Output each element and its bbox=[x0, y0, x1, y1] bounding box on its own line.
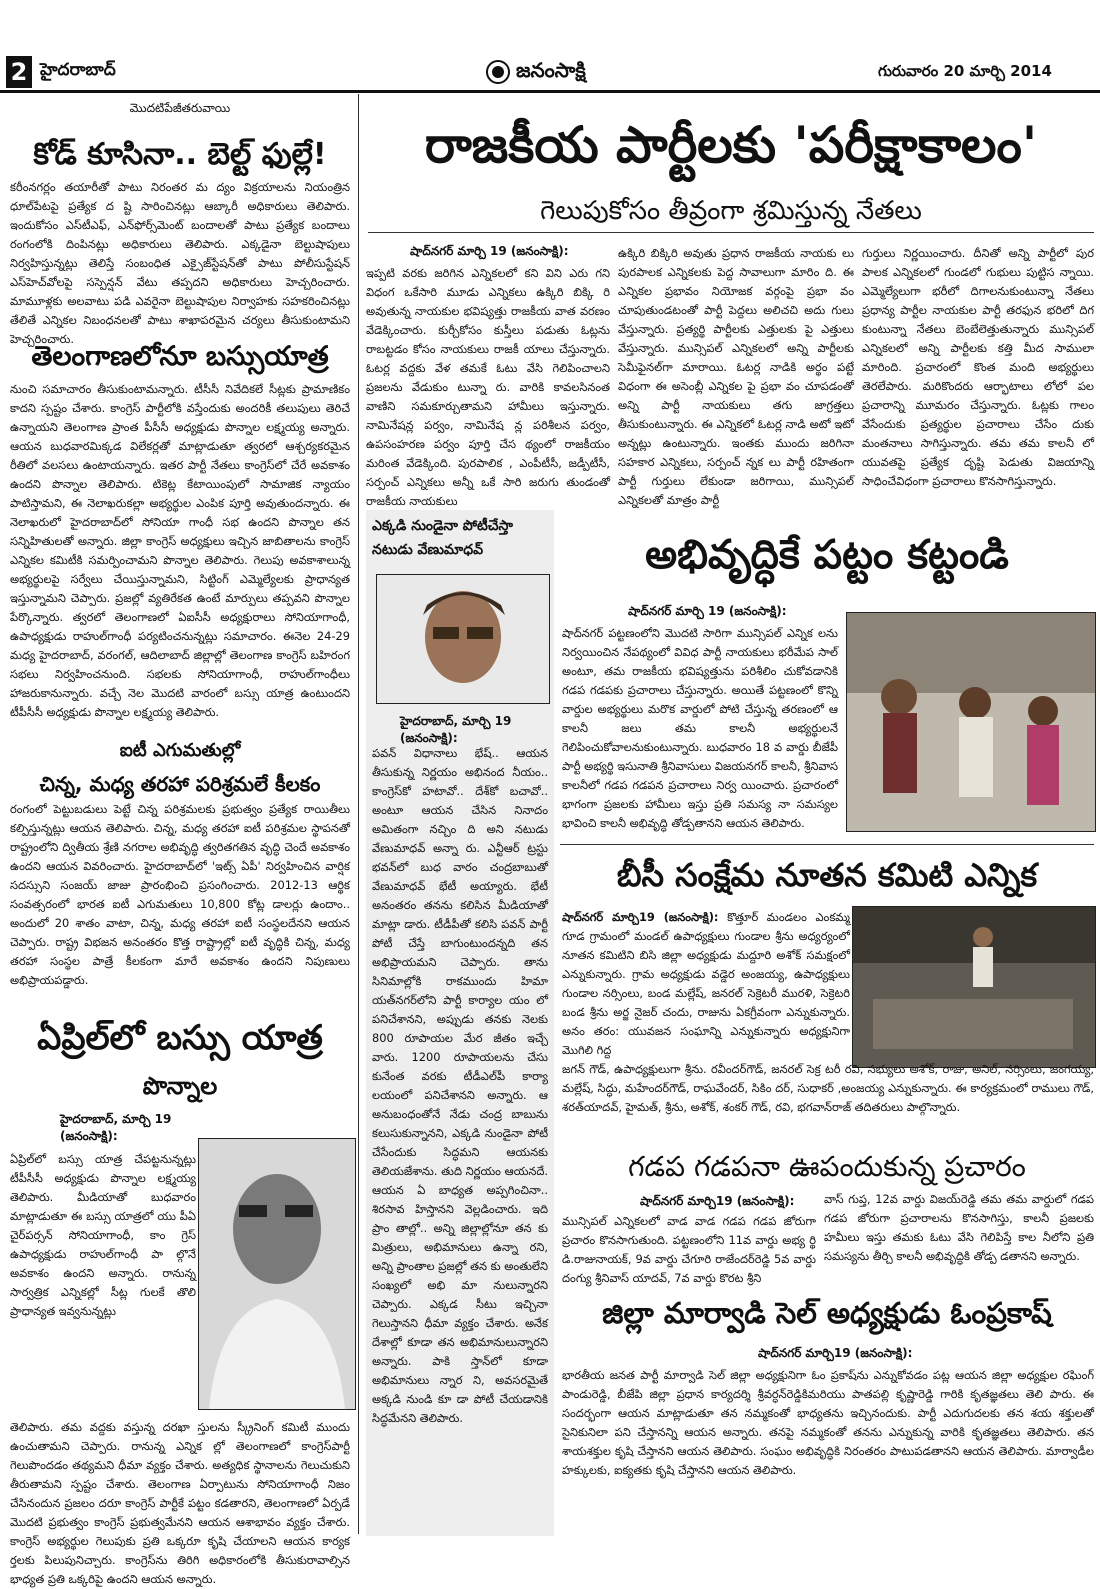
bc-meeting-photo bbox=[852, 906, 1096, 1068]
marwadi-body: భారతీయ జనత పార్టీ మార్వాడి సెల్ జిల్లా అధ్యక్షునిగా ఓం ప్రకాష్‌ను ఎన్నుకోవడం పట్ల ఆయన జిల్లా అధ్యక్షుల రఘింగ్ పాండురెడ్డి, బీజేపి జిల్లా ప్రధాన కార్యదర్శి శ్రీవర్ధన్‌రెడ్డికిమరియు పాతపల్లి కృష్ణారెడ్డి గారికి కృతజ్ఞతలు తెలి పారు. ఈ సందర్భంగా ఆయన మాట్లాడుతూ తన నమ్మకంతో భాధ్యతను ఇచ్చినందుకు. పార్టీ ఎదుగుదలకు తన శయ శక్తులతో సైనికునిలా పని చేస్తానన్ని ఆయన అన్నారు. తనపై నమ్మకంతో తనను ఎన్నుకున్న వారికి కృతజ్ఞతలు తెలిపారు. తన శాయశక్తుల కృషి చేస్తానని ఆయన తెలిపారు. సంఘం అభివృద్ధికి నిరంతరం పాటుపడతానని ఆయన తెలిపారు. మార్వాడీల హక్కులకు, ఐక్యతకు కృషి చేస్తానని ఆయన తెలిపారు. bbox=[562, 1368, 1094, 1477]
bc-committee-lead bbox=[562, 908, 850, 1060]
bc-committee-lead-text: కొత్తూర్ మండలం ఎంకమ్మ గూడ గ్రామంలో మండల్ ఉపాధ్యక్షులు గుండాల శ్రీను అధ్యర్యంలో నూతన కమిటిని బిసి జిల్లా అధ్యక్షుడు మద్దూరి అశోక్ సమక్షంలో ఎన్నుకున్నారు. గ్రామ అధ్యక్షుడు వడ్డెర అంజయ్య, ఉపాధ్యక్షులు గుండాల నర్సింలు, బండ మల్లేష్, జనరల్ సెక్రెటరీ మురళి, సెక్రెటరి బండ శ్రీను అర్జ నైజర్ చందు, రాజును ఏకగ్రీవంగా ఎన్నుకున్నారు. అనం తరం: యువజన సంఘాన్ని ఎన్నుకున్నారు అధ్యక్షునిగా మొగిలి గిద్ద bbox=[562, 910, 850, 1057]
venu-dateline: హైదరాబాద్, మార్చి 19 (జనంసాక్షి): bbox=[400, 714, 512, 745]
newspaper-logo bbox=[486, 54, 606, 86]
headline-bus-yatra-telangana: తెలంగాణలోనూ బస్సుయాత్ర bbox=[31, 341, 329, 372]
lead-subheadline: గెలుపుకోసం తీవ్రంగా శ్రమిస్తున్న నేతలు bbox=[540, 196, 922, 226]
bc-committee-dateline: షాద్‌నగర్ మార్చి19 (జనంసాక్షి): bbox=[562, 910, 719, 924]
bc-meeting-photo-art bbox=[853, 907, 1095, 1067]
lead-body-col1: ఇప్పటి వరకు జరిగిన ఎన్నికలలో కని విని ఎరు గని విధంగ ఒకేసారి మూడు ఎన్నికలు ఉక్కిరి బిక్కి రి అవుతున్న నాయకుల భవిష్యత్తు రాజకీయ వాత వరణం వేడెక్కించారు. కుర్చీకోసం కుస్తీలు పడుతు ఓట్లను రాబట్టడం కోసం నాయకులు రాజకీ యాలు చేస్తున్నారు. ఓటర్ల వద్దకు వేళ తమకే ఓటు వేసి గెలిపించాలని ప్రజలను వేడుకుం టున్నా రు. వారికి కావలసినంత వాణిని సమకూర్చుతామని హామీలు ఇస్తున్నారు. నామినేషన్ల పర్వం, నామినేష న్ల పరిశీలన పర్వం, ఉపసంహరణ పర్వం పూర్తి చేస థ్యంలో రాజకీయం మరింత వేడెక్కింది. పురపాలిక , ఎంపీటీసీ, జడ్పీటీసీ, సర్పంచ్ ఎన్నికలు అన్నీ ఒకే సారి జరుగు తుండంతో రాజకీయ నాయకులు bbox=[366, 266, 610, 508]
section-rule bbox=[560, 844, 1094, 845]
issue-date: గురువారం 20 మార్చి 2014 bbox=[878, 62, 1052, 80]
bc-committee-rest: జగన్ గౌడ్, ఉపాధ్యక్షులుగా శ్రీను. రవీందర్‌గౌడ్, జనరల్ సెక్ర టరీ రవి, సభ్యులు అశోక్, రాజు, అనిల్, నర్సింలు, జంగయ్య, మల్లేష్, సిద్ధు, మహేందర్‌గౌడ్, రాఘవేందర్, సికిం దర్, సుధాకర్ ,అంజయ్య ఎన్నుకున్నారు. ఈ కార్యక్రమంలో రాములు గౌడ్, శరత్‌యాదవ్, హైమత్, శ్రీను, అశోక్, శంకర్ గౌడ్, రవి, భగవాన్‌రాజ్ తదితరులు పాల్గొన్నారు. bbox=[562, 1062, 1094, 1114]
edition-city: హైదరాబాద్ bbox=[40, 60, 116, 80]
ponnala-photo bbox=[198, 1138, 356, 1410]
kicker-it-exports: ఐటీ ఎగుమతుల్లో bbox=[119, 740, 241, 761]
article-april-bus-yatra-body-a: ఏప్రిల్‌లో బస్సు యాత్ర చేపట్టనున్నట్లు టీపీసీసీ అధ్యక్షుడు పొన్నాల లక్ష్మయ్య తెలిపారు. మీడియాతో బుధవారం మాట్లాడుతూ ఈ బస్సు యాత్రలో యు పీఏ చైర్‌పర్సన్ సోనియాగాంధీ, కాం గ్రెస్ ఉపాధ్యక్షుడు రాహుల్‌గాంధీ పా ల్గొనే అవకాశం ఉందని అన్నారు. రానున్న సార్వత్రిక ఎన్నికల్లో సీట్ల గులకే తొలి ప్రాధాన్యత ఇవ్వనున్నట్లు bbox=[10, 1152, 196, 1318]
headline-belt-shops: కోడ్ కూసినా.. బెల్ట్ ఫుల్లే! bbox=[33, 137, 327, 172]
masthead bbox=[0, 0, 1100, 92]
lead-body-col2: ఉక్కిరి బిక్కిరి అవుతు ప్రధాన రాజకీయ నాయకు లు పురపాలక ఎన్నికలకు పెద్ద సావాలుగా మారిం ది. ఈ ఎన్నికల ప్రభావం నియోజక వర్గంపై ప్రభా వం చూపుతుండటంతో పార్టీ పెద్దలు అలిచచి అదు గులు వేస్తున్నారు. ప్రత్యర్థి పార్టీలకు ఎత్తులకు పై ఎత్తులు వేస్తున్నారు. మున్సిపల్ ఎన్నికలలో అన్ని పార్టీలకు సెమీఫైనల్‌గా మారాయి. ఓటర్ల నాడికి అర్థం పట్టే విధంగా ఈ అసెంబ్లీ ఎన్నికల పై ప్రభా వం చూపడంతో అన్ని పార్టీ నాయకులు తగు జాగ్రత్తలు తీసుకుంటున్నారు. ఈ ఎన్నికలో ఓటర్ల నాడి అటో ఇటో అన్నట్లు ఉంటున్నారు. ఇంతకు ముందు జరిగినా సహకార ఎన్నికలు, సర్పంచ్ న్నక లు పార్టీ రహితంగా పార్టీ గుర్తులు లేకుండా జరిగాయి, మున్సిపల్ ఎన్నికలతో మాత్రం పార్టీ bbox=[618, 246, 854, 507]
development-dateline: షాద్‌నగర్ మార్చి 19 (జనంసాక్షి): bbox=[628, 604, 787, 618]
lead-body-col3: గుర్తులు నిర్ణయించారు. దీనితో అన్ని పార్టీలో పుర పాలక ఎన్నికలలో గుండలో గుభులు పుట్టిస న్నాయి. ఎమ్మెల్యేలుగా భరీలో దిగాలనుకుంటున్నా నేతలు ప్రధాన్య పార్టీల నాయకుల పార్టీ తరఫున భరిలో దిగ కుంటున్నా నేతలు బెంబేలెత్తుతున్నారు మున్సిపల్ ఎన్నికలలో అన్ని పార్టీలకు కత్తి మీద సాములా మారింది. ప్రచారంలో కొంత మంది అభ్యర్థులు తెరలేపారు. మరికొందరు ఆర్భాటాలు లోలో పల ప్రచారాన్ని మూమరం చేస్తున్నారు. ఓట్లకు గాలం వేసేందుకు ప్రత్యర్థుల ప్రచారాలు చేసేం దుకు మంతనాలు సాగిస్తున్నారు. తమ తమ కాలనీ లో యువతపై ప్రత్యేక దృష్టి పెడుతు విజయాన్ని సాధించేవిధంగా ప్రచారాలు కొనసాగిస్తున్నారు. bbox=[862, 246, 1094, 488]
venu-madhav-photo-art bbox=[377, 575, 549, 703]
logo-text: జనంసాక్షి bbox=[516, 58, 586, 82]
headline-bc-committee: బీసీ సంక్షేమ నూతన కమిటి ఎన్నిక bbox=[616, 856, 1038, 894]
headline-april-bus-yatra: ఏప్రిల్‌లో బస్సు యాత్ర bbox=[37, 1018, 323, 1058]
article-bus-yatra-body: నుంచి సమాచారం తీసుకుంటామన్నారు. టీసీసీ నివేదికలే సీట్లకు ప్రామాణికం కాదని స్పష్టం చేశారు. కాంగ్రెస్ పార్టీలోకి వస్తేందుకు అందరికీ తలుపులు తెరిచే ఉన్నాయని తెలంగాణ ప్రాంత పీసీసీ అధ్యక్షుడు పొన్నాల లక్ష్మయ్య అన్నారు. ఆయన బుధవారమిక్కడ విలేకర్లతో మాట్లాడుతూ త్వరలో ఆశ్చర్యకరమైన రీతిలో వలసలు ఉంటాయన్నారు. ఇతర పార్టీ నేతలు కాంగ్రెస్‌లో చేరే అవకాశం ఉందని పొన్నాల తెలిపారు. టికెట్ల కేటాయింపులో సామాజిక న్యాయం పాటిస్తామని, ఈ నెలాఖరుకల్లా అభ్యర్థుల ఎంపిక పూర్తి అవుతుందన్నారు. ఈ నెలాఖరులో హైదరాబాద్‌లో సోనియా గాంధీ సభ ఉందని పొన్నాల తన సన్నిహితులతో అన్నారు. జిల్లా కాంగ్రెస్ అధ్యక్షులు ఇచ్చిన జాబితాలను కాంగ్రెస్ ఎన్నికల కమిటీకి సమర్పించామని పొన్నాల తెలిపారు. గెలుపు అవకాశాలున్న అభ్యర్థులపై సర్వేలు చేయిస్తున్నామని, సిట్టింగ్ ఎమ్మెల్యేలకు ప్రాధాన్యత ఇస్తున్నామని చెప్పారు. ప్రజల్లో వ్యతిరేకత ఉంటే మార్పులు తప్పవని పొన్నాల పేర్కొన్నారు. త్వరలో తెలంగాణలో ఏఐసీసీ అధ్యక్షురాలు సోనియాగాంధీ, ఉపాధ్యక్షుడు రాహుల్‌గాంధీ పర్యటించనున్నట్లు సమాచారం. ఈనెల 24-29 మధ్య హైదరాబాద్, వరంగల్, ఆదిలాబాద్ జిల్లాల్లో తెలంగాణ కాంగ్రెస్ బహిరంగ సభలు నిర్వహించనుంది. సభలకు సోనియాగాంధీ, రాహుల్‌గాంధీలు హాజరుకానున్నారు. వచ్చే నెల మొదటి వారంలో బస్సు యాత్ర ఉంటుందని టీపీసీసీ అధ్యక్షుడు పొన్నాల లక్ష్మయ్య తెలిపారు. bbox=[10, 382, 350, 719]
development-body: షాద్‌నగర్ పట్టణంలోని మొదటి సారిగా మున్సిపల్ ఎన్నిక లను నిర్వయించిన నేపథ్యంలో వివిధ పార్టీ నాయకులు భరీమేప సాల్ అంటూ, తమ రాజకీయ భవిష్యత్తును పరిశీలిం చుకోవడానికి గడప గడపకు ప్రచారాలు చేస్తున్నారు. అయితే పట్టణంలో కొన్ని వార్డుల అభ్యర్థులు మరొక వార్డులో పోటి చేస్తున్న తరణంలో ఆ కాలనీ జలు తమ కాలనీ అభ్యర్థులనే గెలిపించుకోవాలనుకుంటున్నారు. బుధవారం 18 వ వార్డు బీజేపీ పార్టీ అభ్యర్థి ఇసునాతి శ్రీనివాసులు విజయనగర్ కాలనీ, శ్రీనివాస కాలనీలో గడప గడపన ప్రచారాలు నిర్వ యించారు. ప్రచారంలో భాగంగా ప్రజలకు హామీలు ఇస్తు ప్రతి సమస్య నా సమస్యల భావించి కాలనీ అభివృద్ధి తోడ్పతానని ఆయన తెలిపారు. bbox=[562, 626, 838, 830]
ponnala-photo-art bbox=[199, 1139, 355, 1409]
venu-body: పవన్ విధానాలు భేష్.. ఆయన తీసుకున్న నిర్ణయం అభినంద నీయం.. కాంగ్రెస్‌కో హటావో.. దేశ్‌కో బచావో.. అంటూ ఆయన చేసిన నినాదం అమితంగా నచ్చిం ది అని నటుడు వేణుమాధవ్ అన్నా రు. ఎన్టీఆర్ ట్రస్టు భవన్‌లో బుధ వారం చంద్రబాబుతో వేణుమాధవ్ భేటీ అయ్యారు. భేటీ అనంతరం తనను కలిసిన మీడియాతో మాట్లా డారు. టీడీపీతో కలిసి పవన్ పార్టీ పోటీ చేస్తే బాగుంటుందన్నది తన అభిప్రాయమని చెప్పారు. తాను సినిమాల్లోకి రాకముందు హిమా యత్‌నగర్‌లోని పార్టీ కార్యాల యం లో పనిచేశానని, అప్పుడు తనకు నెలకు 800 రూపాయల మేర జీతం ఇచ్చే వారు. 1200 రూపాయలను చేసు కునేంత వరకు టీడీఎల్‌పీ కార్యా లయంలో పనిచేశానని అన్నారు. ఆ అనుబంధంతోనే నేడు చంద్ర బాబును కలుసుకున్నానని, ఎక్కడి నుండైనా పోటీ చేసేందుకు సిద్ధమని ఆయనకు తెలియజేశాను. తుది నిర్ణయం ఆయనదే. ఆయన ఏ బాధ్యత అప్పగించినా.. శిరసావ హిస్తానని వెల్లడించారు. ఇది ప్రాం తాల్లో.. అన్ని జిల్లాల్లోనూ తన కు మిత్రులు, అభిమానులు ఉన్నా రని, అన్ని ప్రాంతాల ప్రజల్లో తన కు అంతులేని సంఖ్యలో అభి మా నులున్నారని చెప్పారు. ఎక్కడ సీటు ఇచ్చినా గెలుస్తానని ధీమా వ్యక్తం చేశారు. అనేక దేశాల్లో కూడా తన అభిమానులున్నారని అన్నారు. పాకి స్తాన్‌లో కూడా అభిమానులు న్నార ని, అవసరమైతే అక్కడి నుండి కూ డా పోటీ చేయడానికి సిద్ధమేనని తెలిపారు. bbox=[372, 746, 548, 1425]
masthead-rule bbox=[0, 90, 1100, 93]
door-to-door-col1: మున్సిపల్ ఎన్నికలలో వాడ వాడ గడప గడప జోరుగా ప్రచారం కొనసాగుతుంది. పట్టణంలోని 11వ వార్డు అభ్య ర్థి డి.రాజునాయక్, 9వ వార్డు చేగూరి రాజేందర్‌రెడ్డి 5వ వార్డు దంగ్యు శ్రీనివాస్ యాదవ్, 7వ వార్డు కొరట శ్రీని bbox=[562, 1214, 816, 1285]
venu-headline: ఎక్కడి నుండైనా పోటీచేస్తా నటుడు వేణుమాధవ్ bbox=[372, 518, 513, 558]
campaign-photo bbox=[846, 612, 1096, 832]
door-to-door-col2: వాస్ గుప్త, 12వ వార్డు విజయ్‌రెడ్డి తమ తమ వార్డులో గడప గడప జోరుగా ప్రచారాలను కొనసాగిస్తు, కాలనీ ప్రజలకు హమీలు ఇస్తు తమకు ఓటు వేసి గెలిపిస్తే కాల నీలోని ప్రతి సమస్యను తీర్చి కాలనీ అభివృద్ధికి తోడ్ప డతానని అన్నారు. bbox=[824, 1192, 1094, 1263]
lead-headline: రాజకీయ పార్టీలకు 'పరీక్షాకాలం' bbox=[424, 116, 1038, 174]
article-april-bus-yatra-body-b: తెలిపారు. తమ వద్దకు వస్తున్న దరఖా స్తులను స్క్రీనింగ్ కమిటీ ముందు ఉంచుతామని చెప్పారు. రానున్న ఎన్నిక ల్లో తెలంగాణలో కాంగ్రెస్‌పార్టీ గెలుపొందడం తథ్యమని ధీమా వ్యక్తం చేశారు. అత్యధిక స్థానాలను గెలుచుకుని తీరుతామని స్పష్టం చేశారు. తెలంగాణ ఏర్పాటును సోనియాగాంధీ నిజం చేసినందున ప్రజలం దరూ కాంగ్రెస్ పార్టీకే పట్టం కడతారని, తెలంగాణలో ఏర్పడే మొదటి ప్రభుత్వం కాంగ్రెస్ ప్రభుత్వమేనని ఆయన ఆశాభావం వ్యక్తం చేశారు. కాంగ్రెస్ అభ్యర్థుల గెలుపుకు ప్రతి ఒక్కరూ కృషి చేయాలని ఆయన కార్యక ర్తలకు పిలుపునిచ్చారు. కాంగ్రెస్‌ను తిరిగి అధికారంలోకి తీసుకురావాల్సిన భాధ్యత ప్రతి ఒక్కరిపై ఉందని ఆయన అన్నారు. bbox=[10, 1420, 350, 1586]
headline-small-industries: చిన్న, మధ్య తరహా పరిశ్రమలే కీలకం bbox=[39, 772, 321, 796]
marwadi-dateline: షాద్‌నగర్ మార్చి19 (జనంసాక్షి): bbox=[758, 1346, 913, 1360]
door-to-door-dateline: షాద్‌నగర్ మార్చి19 (జనంసాక్షి): bbox=[640, 1194, 795, 1208]
headline-development: అభివృద్ధికే పట్టం కట్టండి bbox=[645, 532, 1009, 578]
logo-emblem-icon bbox=[486, 60, 510, 84]
subhead-ponnala: పొన్నాల bbox=[142, 1072, 218, 1100]
headline-door-to-door: గడప గడపనా ఊపందుకున్న ప్రచారం bbox=[628, 1150, 1026, 1183]
continued-kicker: మొదటిపేజీతరువాయి bbox=[129, 101, 231, 115]
column-divider bbox=[358, 94, 359, 1534]
lead-dateline: షాద్‌నగర్ మార్చి 19 (జనంసాక్షి): bbox=[410, 244, 569, 258]
headline-marwadi-cell: జిల్లా మార్వాడి సెల్ అధ్యక్షుడు ఓంప్రకాష్ bbox=[602, 1296, 1052, 1330]
dateline-april-bus-yatra: హైదరాబాద్, మార్చి 19 (జనంసాక్షి): bbox=[60, 1112, 172, 1143]
lead-rule bbox=[368, 232, 1094, 233]
campaign-photo-art bbox=[847, 613, 1095, 831]
article-small-industries-body: రంగంలో పెట్టుబడులు పెట్టే చిన్న పరిశ్రమలకు ప్రభుత్వం ప్రత్యేక రాయితీలు కల్పిస్తున్నట్లు ఆయన తెలిపారు. చిన్న, మధ్య తరహా ఐటీ పరిశ్రమల స్థాపనతో రాష్ట్రంలోని ద్వితీయ శ్రేణి నగరాల అభివృద్ధి త్వరితగతిన వృద్ధి చెందే అవకాశం ఉందని ఆయన వివరించారు. హైదరాబాద్‌లో 'ఇట్స్ ఏపీ' నిర్వహించిన వార్షిక సదస్సుని సంజయ్ జాజు ప్రారంభించి ప్రసంగించారు. 2012-13 ఆర్థిక సంవత్సరంలో భారత ఐటీ ఎగుమతులు 10,800 కోట్ల డాలర్లు ఉందాం.. అందులో 20 శాతం వాటా, చిన్న, మధ్య తరహా ఐటీ సంస్థలదేనని ఆయన చెప్పారు. రాష్ట్ర విభజన అనంతరం కొత్త రాష్ట్రాల్లో ఐటీ వృద్ధికి చిన్న, మధ్య తరహా సంస్థల పాత్రే కీలకంగా మారే అవకాశం ఉందని నిపుణులు అభిప్రాయపడ్డారు. bbox=[10, 802, 350, 987]
page-number: 2 bbox=[6, 56, 32, 88]
venu-madhav-photo bbox=[376, 574, 550, 704]
article-belt-shops-body: కరీంనగర్లం తయారీతో పాటు నిరంతర మ ద్యం విక్రయాలను నియంత్రిన ధూల్‌పేటపై ప్రత్యేక ద ష్టి సారించినట్లు ఆబ్కారీ అధికారులు తెలిపారు. ఇందుకోసం ఎస్‌టీఎఫ్, ఎన్‌ఫోర్స్‌మెంట్ బందాలతో పాటు ప్రత్యేక బందాలు రంగంలోకి దింపినట్లు అధికారులు తెలిపారు. ఎక్కడైనా బెల్టుషాపులు నిర్వహిస్తున్నట్లు తెలిస్తే సంబంధిత ఎక్సైజ్‌స్టేషన్‌తో పాటు పోలీసుస్టేషన్ ఎస్‌హెచ్‌వోలపై సస్పెన్షన్ వేటు తప్పదని అధికారులు హెచ్చరించారు. మామూళ్లకు అలవాటు పడి ఎవరైనా బెల్టుషాపుల నిర్వాహకు సహకరించినట్లు తేలితే ఎన్నికల నిబంధనలతో పాటు శాఖాపరమైన చర్యలు తీసుకుంటామని హెచ్చరించారు. bbox=[10, 180, 350, 346]
